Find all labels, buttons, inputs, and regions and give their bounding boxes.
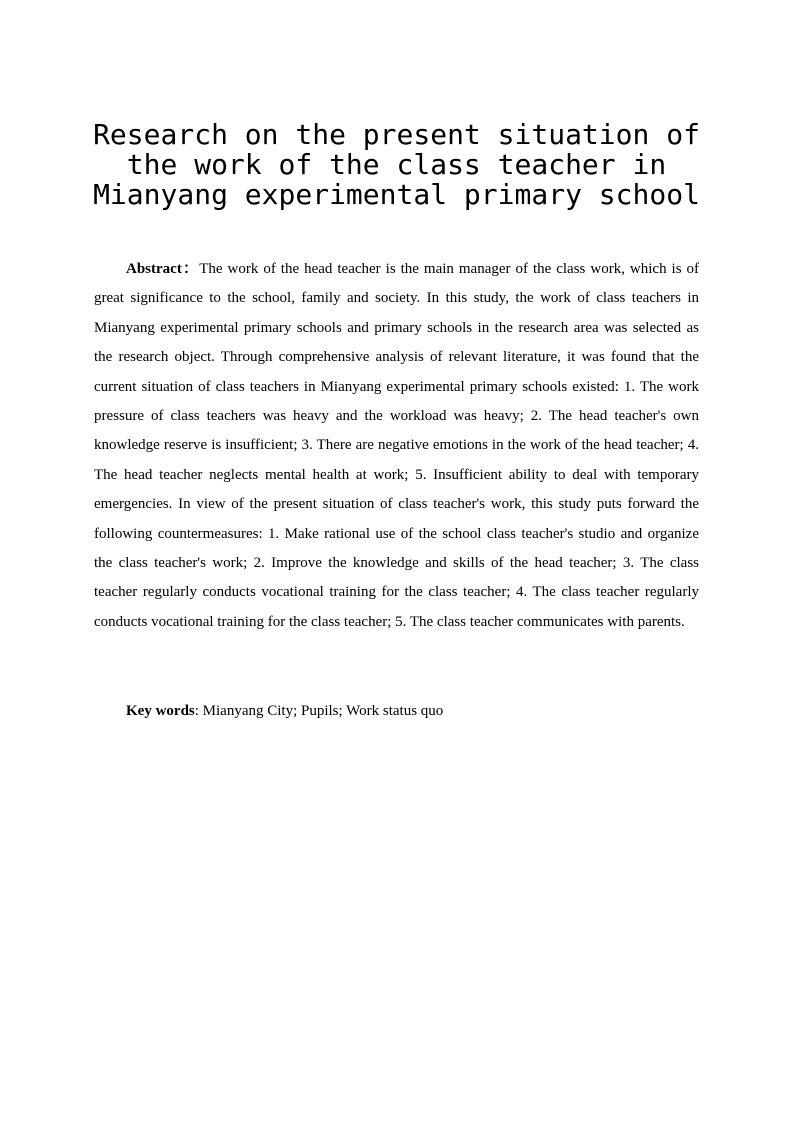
paper-title: Research on the present situation of the work of the class teacher in Mianyang experimental primary school bbox=[93, 118, 700, 211]
keywords-label: Key words bbox=[126, 703, 195, 719]
abstract-label: Abstract： bbox=[126, 261, 200, 277]
keywords-text: : Mianyang City; Pupils; Work status quo bbox=[194, 703, 444, 719]
abstract-text: The work of the head teacher is the main manager of the class work, which is of great significance to the school, family and society. In this study, the work of class teachers in Mianyang experimental primary schools and primary schools in the research area was selected as the research object. Through comprehensive analysis of relevant literature, it was found that the current situation of class teachers in Mianyang experimental primary schools existed: 1. The work pressure of class teachers was heavy and the workload was heavy; 2. The head teacher's own knowledge reserve is insufficient; 3. There are negative emotions in the work of the head teacher; 4. The head teacher neglects mental health at work; 5. Insufficient ability to deal with temporary emergencies. In view of the present situation of class teacher's work, this study puts forward the following countermeasures: 1. Make rational use of the school class teacher's studio and organize the class teacher's work; 2. Improve the knowledge and skills of the head teacher; 3. The class teacher regularly conducts vocational training for the class teacher; 4. The class teacher regularly conducts vocational training for the class teacher; 5. The class teacher communicates with parents. bbox=[94, 261, 700, 630]
abstract-paragraph bbox=[94, 255, 699, 637]
keywords-paragraph bbox=[94, 697, 699, 726]
